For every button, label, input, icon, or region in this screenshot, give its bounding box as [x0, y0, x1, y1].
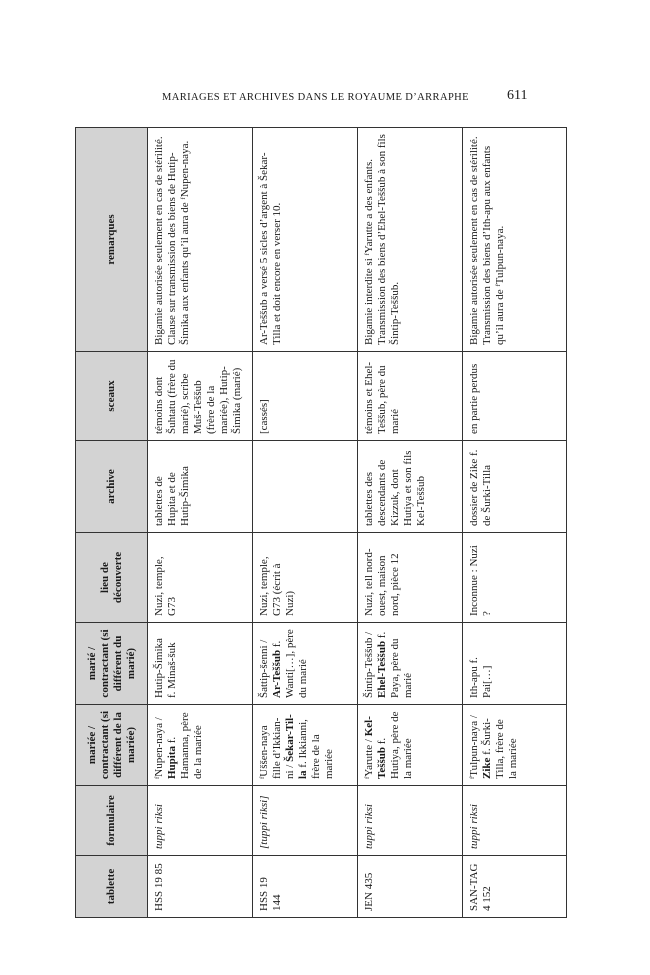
mariee-text: ᶠTulpun-naya /: [468, 715, 480, 779]
cell-remarques: Bigamie autorisée seulement en cas de stérilité. Clause sur transmission des biens de Hutip-Šimika aux enfants qu’il aura de ᶠNupen-naya.: [148, 128, 253, 352]
header-row: [76, 128, 148, 918]
running-title: MARIAGES ET ARCHIVES DANS LE ROYAUME D’ARRAPHE: [162, 92, 469, 103]
marie-contractant: Ar-Teššub: [271, 649, 283, 698]
cell-sceaux: [cassés]: [253, 352, 358, 441]
cell-lieu: Nuzi, temple, G73 (écrit à Nuzi): [253, 533, 358, 623]
cell-sceaux: témoins et Ehel-Teššub, père du marié: [358, 352, 463, 441]
cell-marie: [463, 623, 567, 705]
table-row: [463, 128, 567, 918]
table-row: [148, 128, 253, 918]
cell-archive: tablettes des descendants de Kizzuk, dont Hutiya et son fils Kel-Teššub: [358, 441, 463, 533]
column-header-mariee: mariée / contractant (si différent de la mariée): [76, 705, 148, 786]
cell-archive: [253, 441, 358, 533]
cell-remarques: Bigamie autorisée seulement en cas de stérilité. Transmission des biens d’Ith-apu aux enfants qu’il aura de ᶠTulpun-naya.: [463, 128, 567, 352]
table-row: [358, 128, 463, 918]
marie-text: Šattip-šenni /: [258, 639, 270, 698]
marie-text: Šintip-Teššub /: [363, 631, 375, 698]
marie-text: Hutip-Šimika f. Minaš-šuk: [153, 638, 178, 698]
column-header-marie: marié / contractant (si différent du marié): [76, 623, 148, 705]
marie-text-rest: f. Wanti[…], père du marié: [271, 629, 309, 698]
cell-tablette: SAN-TAG 4 152: [463, 856, 567, 918]
column-header-formulaire: formulaire: [76, 786, 148, 856]
mariee-text-rest: f. Hutiya, père de la mariée: [376, 711, 414, 779]
column-header-tablette: tablette: [76, 856, 148, 918]
column-header-lieu: lieu de découverte: [76, 533, 148, 623]
cell-mariee: [358, 705, 463, 786]
cell-tablette: HSS 19 85: [148, 856, 253, 918]
column-header-remarques: remarques: [76, 128, 148, 352]
marriage-contracts-table: [75, 127, 567, 918]
cell-sceaux: en partie perdus: [463, 352, 567, 441]
cell-tablette: HSS 19 144: [253, 856, 358, 918]
cell-marie: [358, 623, 463, 705]
cell-formulaire: tuppi riksi: [148, 786, 253, 856]
page-number: 611: [507, 88, 528, 103]
cell-remarques: Ar-Teššub a versé 5 sicles d’argent à Šekar-Tilla et doit encore en verser 10.: [253, 128, 358, 352]
cell-formulaire: tuppi riksi: [358, 786, 463, 856]
mariee-text: ᶠYarutte /: [363, 736, 375, 779]
mariee-contractant: Zike: [481, 757, 493, 779]
marie-text-rest: f. Paya, père du marié: [376, 631, 414, 698]
cell-archive: tablettes de Hupita et de Hutip-Šimika: [148, 441, 253, 533]
cell-lieu: Nuzi, tell nord-ouest, maison nord, pièce 12: [358, 533, 463, 623]
cell-marie: [253, 623, 358, 705]
cell-sceaux: témoins dont Šuhtatu (frère du marié), scribe Muš-Teššub (frère de la mariée), Hutip-Šimika (marié): [148, 352, 253, 441]
column-header-archive: archive: [76, 441, 148, 533]
column-header-sceaux: sceaux: [76, 352, 148, 441]
mariee-contractant: Kel-Teššub: [363, 716, 388, 779]
cell-mariee: [148, 705, 253, 786]
mariee-text-rest: f. Hamanna, père de la mariée: [166, 712, 204, 779]
mariee-text-rest: f. Ikkianni, frère de la mariée: [297, 719, 335, 779]
cell-lieu: Nuzi, temple, G73: [148, 533, 253, 623]
table-container: [75, 128, 567, 918]
cell-mariee: [463, 705, 567, 786]
marie-text: Ith-apu f. Pai[…]: [468, 657, 493, 698]
mariee-contractant: Hupita: [166, 745, 178, 779]
mariee-text-rest: f. Šurki-Tilla, frère de la mariée: [481, 718, 519, 779]
cell-formulaire: tuppi riksi: [463, 786, 567, 856]
rotated-table-frame: [75, 128, 567, 918]
cell-archive: dossier de Zike f. de Šurki-Tilla: [463, 441, 567, 533]
cell-tablette: JEN 435: [358, 856, 463, 918]
mariee-contractant: Šekar-Til-la: [284, 714, 309, 779]
mariee-text: ᶠUššen-naya fille d’Ikkian-ni /: [258, 717, 296, 779]
cell-marie: [148, 623, 253, 705]
mariee-text: ᶠNupen-naya /: [153, 717, 165, 779]
marie-contractant: Ehel-Teššub: [376, 640, 388, 698]
cell-remarques: Bigamie interdite si ᶠYarutte a des enfants. Transmission des biens d’Ehel-Teššub à son fils Šintip-Teššub.: [358, 128, 463, 352]
cell-mariee: [253, 705, 358, 786]
cell-lieu: Inconnue : Nuzi ?: [463, 533, 567, 623]
cell-formulaire: [tuppi riksi]: [253, 786, 358, 856]
table-row: [253, 128, 358, 918]
